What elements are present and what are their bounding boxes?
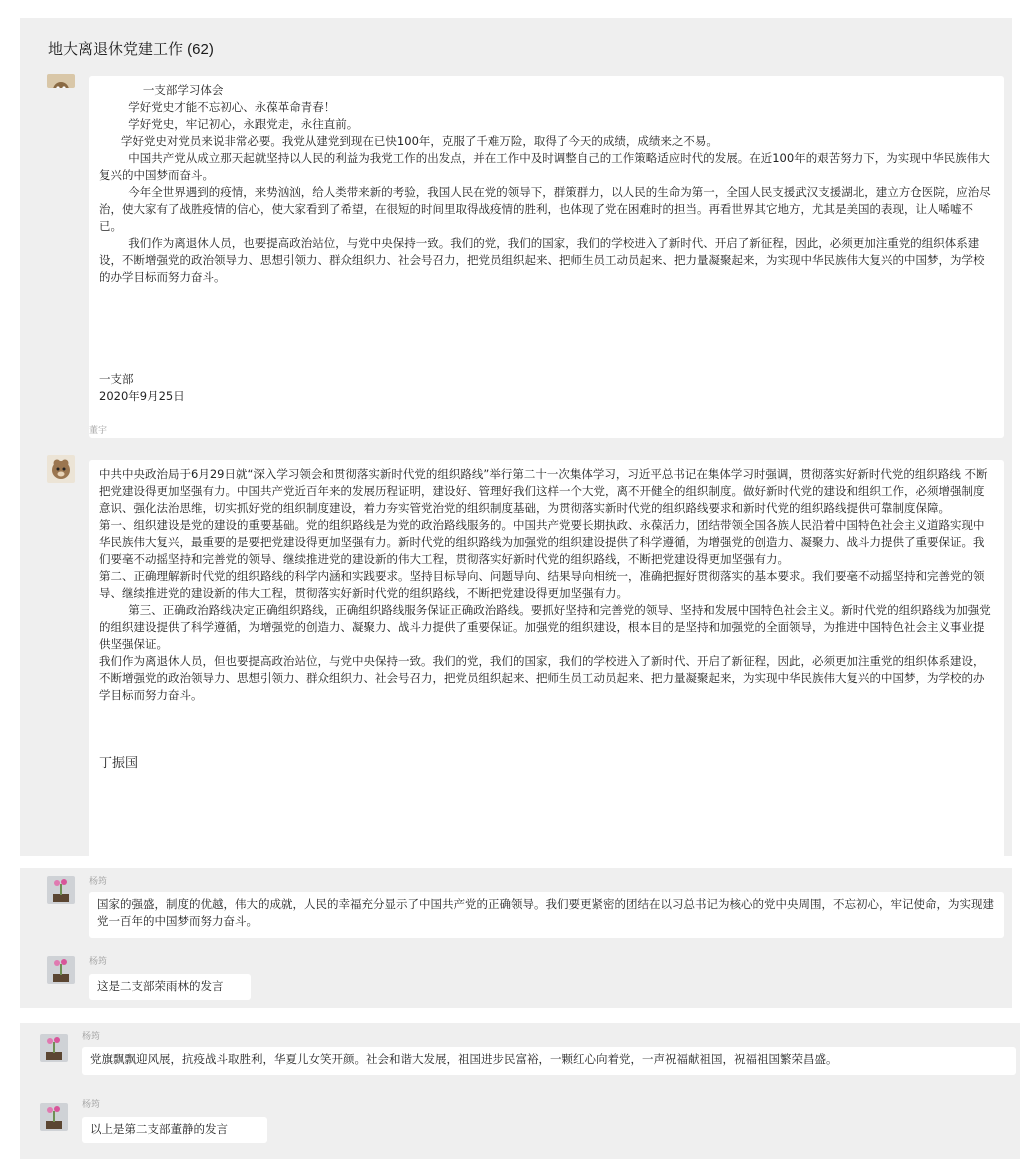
- message-bubble[interactable]: [89, 892, 1004, 938]
- message-paragraph: 学好党史，牢记初心，永跟党走，永往直前。: [99, 117, 359, 131]
- message-bubble[interactable]: [89, 974, 251, 1000]
- message-paragraph: 我们作为离退休人员，也要提高政治站位，与党中央保持一致。我们的党，我们的国家，我们的学校进入了新时代、开启了新征程，因此，必须更加注重党的组织体系建设，不断增强党的政治领导力、思想引领力、群众组织力、社会号召力，把党员组织起来、把师生员工动员起来、把力量凝聚起来，为实现中华民族伟大复兴的中国梦，为学校的办学目标而努力奋斗。: [99, 236, 985, 284]
- sender-name: 董宇: [89, 426, 108, 436]
- message-paragraph: 第二、正确理解新时代党的组织路线的科学内涵和实践要求。坚持目标导向、问题导向、结果导向相统一，准确把握好贯彻落实的基本要求。我们要毫不动摇坚持和完善党的领导、继续推进党的建设新的伟大工程，贯彻落实好新时代党的组织路线，不断把党建设得更加坚强有力。: [99, 569, 985, 600]
- message-paragraph: 中国共产党从成立那天起就坚持以人民的利益为我党工作的出发点，并在工作中及时调整自己的工作策略适应时代的发展。在近100年的艰苦努力下，为实现中华民族伟大复兴的中国梦而奋斗。: [99, 151, 990, 182]
- message-text: 国家的强盛，制度的优越，伟大的成就，人民的幸福充分显示了中国共产党的正确领导。我们要更紧密的团结在以习总书记为核心的党中央周围，不忘初心，牢记使命，为实现建党一百年的中国梦而努力奋斗。: [97, 897, 994, 928]
- message-paragraph: 学好党史才能不忘初心、永葆革命青春！: [99, 100, 336, 114]
- message-text: [99, 466, 994, 704]
- sender-name: 杨筠: [82, 1100, 101, 1110]
- message-paragraph: 中共中央政治局于6月29日就“深入学习领会和贯彻落实新时代党的组织路线”举行第二十一次集体学习，习近平总书记在集体学习时强调，贯彻落实好新时代党的组织路线 不断把党建设得更加坚强有力。中国共产党近百年来的发展历程证明，建设好、管理好我们这样一个大党，离不开健全的组织制度。做好新时代党的建设和组织工作，必须增强制度意识、强化法治思维，切实抓好党的组织制度建设，着力夯实管党治党的组织制度基础，为贯彻落实新时代党的组织路线要求和新时代党的组织路线提供可靠制度保障。: [99, 467, 988, 515]
- chat-panel-2: [20, 868, 1012, 1008]
- sender-name: 杨筠: [82, 1032, 101, 1042]
- message-paragraph: 学好党史对党员来说非常必要。我党从建党到现在已快100年，克服了千难万险，取得了今天的成绩，成绩来之不易。: [99, 134, 718, 148]
- message-bubble[interactable]: [82, 1047, 1016, 1075]
- message-date: 2020年9月25日: [99, 389, 185, 403]
- message-paragraph: 我们作为离退休人员，但也要提高政治站位，与党中央保持一致。我们的党，我们的国家，我们的学校进入了新时代、开启了新征程，因此，必须更加注重党的组织体系建设，不断增强党的政治领导力、思想引领力、群众组织力、社会号召力，把党员组织起来、把师生员工动员起来、把力量凝聚起来，为实现中华民族伟大复兴的中国梦，为学校的办学目标而努力奋斗。: [99, 654, 985, 702]
- avatar-icon[interactable]: [40, 1103, 68, 1131]
- message-signature: 丁振国: [99, 756, 139, 771]
- message-bubble[interactable]: [89, 76, 1004, 438]
- message-signature: 一支部: [99, 372, 134, 386]
- sender-name: 杨筠: [89, 957, 108, 967]
- chat-panel-3: [20, 1023, 1020, 1159]
- avatar-icon[interactable]: [47, 876, 75, 904]
- sender-name: 杨筠: [89, 877, 108, 887]
- message-text: 党旗飘飘迎风展，抗疫战斗取胜利，华夏儿女笑开颜。社会和谐大发展，祖国进步民富裕，一颗红心向着党，一声祝福献祖国，祝福祖国繁荣昌盛。: [90, 1052, 838, 1066]
- message-bubble[interactable]: [82, 1117, 267, 1143]
- message-text: 这是二支部荣雨林的发言: [97, 979, 224, 993]
- avatar-icon[interactable]: [40, 1034, 68, 1062]
- chat-panel-main: [20, 18, 1012, 856]
- message-text: [99, 82, 994, 286]
- avatar-icon[interactable]: [47, 455, 75, 483]
- message-paragraph: 第一、组织建设是党的建设的重要基础。党的组织路线是为党的政治路线服务的。中国共产党要长期执政、永葆活力，团结带领全国各族人民沿着中国特色社会主义道路实现中华民族伟大复兴，最重要的是要把党建设得更加坚强有力。新时代党的组织路线为加强党的组织建设提供了科学遵循，为增强党的创造力、凝聚力、战斗力提供了重要保证。我们要毫不动摇坚持和完善党的领导、继续推进党的建设新的伟大工程，贯彻落实好新时代党的组织路线，不断把党建设得更加坚强有力。: [99, 518, 985, 566]
- message-paragraph: 一支部学习体会: [99, 83, 224, 97]
- avatar-icon[interactable]: [47, 74, 75, 88]
- message-bubble[interactable]: [89, 460, 1004, 856]
- message-paragraph: 第三、正确政治路线决定正确组织路线，正确组织路线服务保证正确政治路线。要抓好坚持和完善党的领导、坚持和发展中国特色社会主义。新时代党的组织路线为加强党的组织建设提供了科学遵循，为增强党的创造力、凝聚力、战斗力提供了重要保证。加强党的组织建设，根本目的是坚持和加强党的全面领导，为推进中国特色社会主义事业提供坚强保证。: [99, 603, 991, 651]
- message-paragraph: 今年全世界遇到的疫情，来势汹汹，给人类带来新的考验，我国人民在党的领导下，群策群力，以人民的生命为第一，全国人民支援武汉支援湖北，建立方仓医院，应治尽治，使大家有了战胜疫情的信心，使大家看到了希望，在很短的时间里取得战疫情的胜利，也体现了党在困难时的担当。再看世界其它地方，尤其是美国的表现，让人唏嘘不已。: [99, 185, 991, 233]
- group-title: 地大离退休党建工作 (62): [48, 41, 214, 58]
- avatar-icon[interactable]: [47, 956, 75, 984]
- message-text: 以上是第二支部董静的发言: [90, 1122, 228, 1136]
